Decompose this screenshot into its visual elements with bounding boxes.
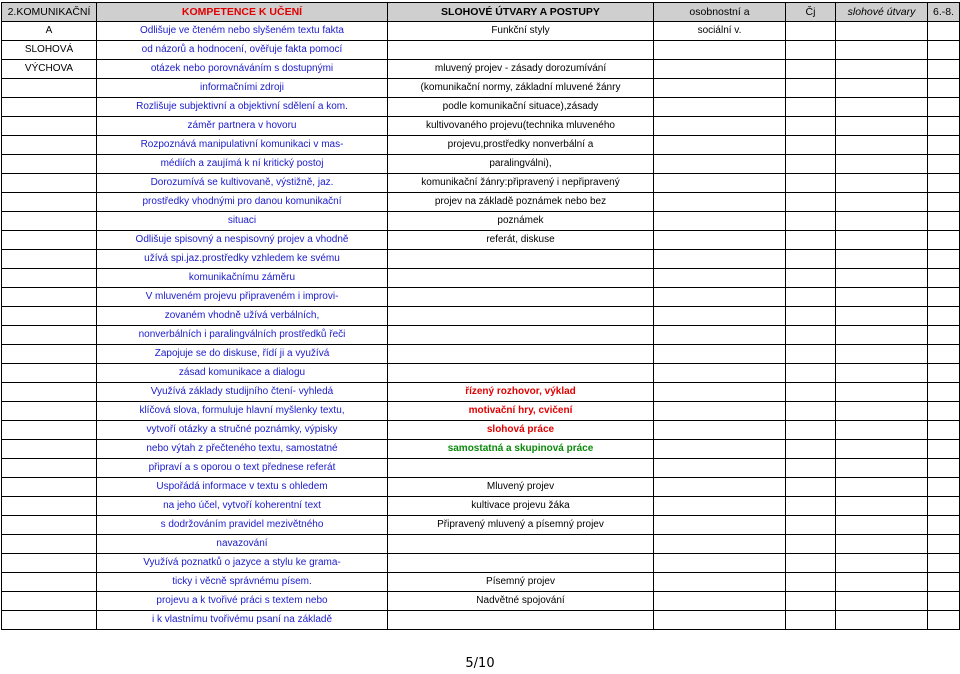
table-row xyxy=(2,364,960,383)
curriculum-table xyxy=(1,2,960,630)
empty-cell xyxy=(928,174,960,193)
empty-cell xyxy=(928,288,960,307)
section-cell: SLOHOVÁ xyxy=(2,41,97,60)
crosscut-cell xyxy=(654,345,786,364)
section-cell xyxy=(2,421,97,440)
empty-cell xyxy=(786,155,836,174)
content-cell: projev na základě poznámek nebo bez xyxy=(388,193,654,212)
content-cell xyxy=(388,41,654,60)
section-cell xyxy=(2,136,97,155)
empty-cell xyxy=(786,421,836,440)
table-row xyxy=(2,174,960,193)
empty-cell xyxy=(836,516,928,535)
header-subject: Čj xyxy=(786,3,836,22)
crosscut-cell xyxy=(654,212,786,231)
crosscut-cell xyxy=(654,288,786,307)
outcome-cell: Využívá základy studijního čtení- vyhledá xyxy=(97,383,388,402)
empty-cell xyxy=(928,212,960,231)
section-cell xyxy=(2,326,97,345)
empty-cell xyxy=(836,402,928,421)
empty-cell xyxy=(928,440,960,459)
empty-cell xyxy=(786,402,836,421)
empty-cell xyxy=(836,22,928,41)
empty-cell xyxy=(836,212,928,231)
empty-cell xyxy=(928,326,960,345)
outcome-cell: informačními zdroji xyxy=(97,79,388,98)
empty-cell xyxy=(928,117,960,136)
outcome-cell: nonverbálních i paralingválních prostředků řeči xyxy=(97,326,388,345)
empty-cell xyxy=(928,383,960,402)
outcome-cell: Odlišuje spisovný a nespisovný projev a vhodně xyxy=(97,231,388,250)
section-cell xyxy=(2,193,97,212)
outcome-cell: Rozlišuje subjektivní a objektivní sdělení a kom. xyxy=(97,98,388,117)
section-cell xyxy=(2,535,97,554)
table-row xyxy=(2,478,960,497)
empty-cell xyxy=(786,440,836,459)
table-row xyxy=(2,421,960,440)
empty-cell xyxy=(928,478,960,497)
empty-cell xyxy=(786,231,836,250)
empty-cell xyxy=(928,345,960,364)
table-row xyxy=(2,117,960,136)
table-row xyxy=(2,592,960,611)
section-cell xyxy=(2,269,97,288)
crosscut-cell xyxy=(654,516,786,535)
section-cell xyxy=(2,345,97,364)
table-row xyxy=(2,288,960,307)
crosscut-cell xyxy=(654,136,786,155)
section-cell xyxy=(2,79,97,98)
table-row xyxy=(2,41,960,60)
table-row xyxy=(2,459,960,478)
empty-cell xyxy=(786,459,836,478)
empty-cell xyxy=(928,364,960,383)
empty-cell xyxy=(836,611,928,630)
table-row xyxy=(2,155,960,174)
empty-cell xyxy=(836,478,928,497)
empty-cell xyxy=(786,136,836,155)
section-cell xyxy=(2,573,97,592)
empty-cell xyxy=(928,250,960,269)
empty-cell xyxy=(928,193,960,212)
empty-cell xyxy=(786,516,836,535)
empty-cell xyxy=(836,573,928,592)
section-cell: A xyxy=(2,22,97,41)
empty-cell xyxy=(928,155,960,174)
empty-cell xyxy=(786,269,836,288)
section-cell xyxy=(2,383,97,402)
empty-cell xyxy=(836,231,928,250)
table-row xyxy=(2,535,960,554)
content-cell xyxy=(388,554,654,573)
empty-cell xyxy=(836,440,928,459)
empty-cell xyxy=(836,326,928,345)
empty-cell xyxy=(786,573,836,592)
empty-cell xyxy=(836,535,928,554)
empty-cell xyxy=(786,288,836,307)
content-cell xyxy=(388,288,654,307)
empty-cell xyxy=(786,174,836,193)
section-cell xyxy=(2,98,97,117)
outcome-cell: Uspořádá informace v textu s ohledem xyxy=(97,478,388,497)
content-cell xyxy=(388,364,654,383)
empty-cell xyxy=(836,364,928,383)
content-cell xyxy=(388,535,654,554)
section-cell xyxy=(2,516,97,535)
outcome-cell: komunikačnímu záměru xyxy=(97,269,388,288)
empty-cell xyxy=(786,250,836,269)
crosscut-cell xyxy=(654,98,786,117)
table-row xyxy=(2,611,960,630)
empty-cell xyxy=(928,421,960,440)
empty-cell xyxy=(928,22,960,41)
section-cell xyxy=(2,250,97,269)
section-cell xyxy=(2,212,97,231)
crosscut-cell xyxy=(654,326,786,345)
empty-cell xyxy=(786,364,836,383)
empty-cell xyxy=(928,60,960,79)
table-row xyxy=(2,345,960,364)
outcome-cell: otázek nebo porovnáváním s dostupnými xyxy=(97,60,388,79)
empty-cell xyxy=(786,554,836,573)
content-cell: motivační hry, cvičení xyxy=(388,402,654,421)
section-cell xyxy=(2,440,97,459)
empty-cell xyxy=(836,497,928,516)
crosscut-cell xyxy=(654,41,786,60)
outcome-cell: nebo výtah z přečteného textu, samostatné xyxy=(97,440,388,459)
table-row xyxy=(2,440,960,459)
content-cell: (komunikační normy, základní mluvené žánry xyxy=(388,79,654,98)
empty-cell xyxy=(928,98,960,117)
content-cell: Funkční styly xyxy=(388,22,654,41)
empty-cell xyxy=(836,60,928,79)
crosscut-cell xyxy=(654,459,786,478)
crosscut-cell xyxy=(654,250,786,269)
empty-cell xyxy=(786,497,836,516)
section-cell xyxy=(2,174,97,193)
crosscut-cell xyxy=(654,155,786,174)
crosscut-cell xyxy=(654,421,786,440)
empty-cell xyxy=(836,288,928,307)
empty-cell xyxy=(928,554,960,573)
empty-cell xyxy=(786,326,836,345)
content-cell: projevu,prostředky nonverbální a xyxy=(388,136,654,155)
section-cell xyxy=(2,307,97,326)
empty-cell xyxy=(836,193,928,212)
empty-cell xyxy=(836,383,928,402)
content-cell: kultivovaného projevu(technika mluveného xyxy=(388,117,654,136)
outcome-cell: vytvoří otázky a stručné poznámky, výpisky xyxy=(97,421,388,440)
crosscut-cell xyxy=(654,611,786,630)
section-cell xyxy=(2,554,97,573)
outcome-cell: Využívá poznatků o jazyce a stylu ke grama- xyxy=(97,554,388,573)
crosscut-cell xyxy=(654,231,786,250)
outcome-cell: projevu a k tvořivé práci s textem nebo xyxy=(97,592,388,611)
empty-cell xyxy=(836,174,928,193)
outcome-cell: od názorů a hodnocení, ověřuje fakta pomocí xyxy=(97,41,388,60)
crosscut-cell xyxy=(654,174,786,193)
table-row xyxy=(2,250,960,269)
empty-cell xyxy=(786,307,836,326)
crosscut-cell xyxy=(654,117,786,136)
outcome-cell: navazování xyxy=(97,535,388,554)
empty-cell xyxy=(786,478,836,497)
empty-cell xyxy=(928,269,960,288)
empty-cell xyxy=(786,22,836,41)
crosscut-cell xyxy=(654,193,786,212)
empty-cell xyxy=(786,592,836,611)
header-topic: SLOHOVÉ ÚTVARY A POSTUPY xyxy=(388,3,654,22)
section-cell xyxy=(2,459,97,478)
empty-cell xyxy=(928,231,960,250)
outcome-cell: na jeho účel, vytvoří koherentní text xyxy=(97,497,388,516)
table-row xyxy=(2,79,960,98)
empty-cell xyxy=(928,41,960,60)
content-cell: paralingválni), xyxy=(388,155,654,174)
empty-cell xyxy=(786,193,836,212)
table-row xyxy=(2,22,960,41)
section-cell xyxy=(2,155,97,174)
content-cell: kultivace projevu žáka xyxy=(388,497,654,516)
header-grades: 6.-8. xyxy=(928,3,960,22)
empty-cell xyxy=(836,155,928,174)
outcome-cell: Rozpoznává manipulativní komunikaci v mas- xyxy=(97,136,388,155)
outcome-cell: V mluveném projevu připraveném i improvi- xyxy=(97,288,388,307)
content-cell: poznámek xyxy=(388,212,654,231)
empty-cell xyxy=(836,345,928,364)
content-cell: řízený rozhovor, výklad xyxy=(388,383,654,402)
empty-cell xyxy=(836,117,928,136)
outcome-cell: prostředky vhodnými pro danou komunikační xyxy=(97,193,388,212)
crosscut-cell: sociální v. xyxy=(654,22,786,41)
empty-cell xyxy=(928,535,960,554)
empty-cell xyxy=(928,516,960,535)
table-row xyxy=(2,136,960,155)
table-row xyxy=(2,307,960,326)
outcome-cell: ticky i věcně správnému písem. xyxy=(97,573,388,592)
outcome-cell: s dodržováním pravidel mezivětného xyxy=(97,516,388,535)
empty-cell xyxy=(786,345,836,364)
outcome-cell: Odlišuje ve čteném nebo slyšeném textu fakta xyxy=(97,22,388,41)
content-cell: podle komunikační situace),zásady xyxy=(388,98,654,117)
table-row xyxy=(2,554,960,573)
header-grade: 2.KOMUNIKAČNÍ xyxy=(2,3,97,22)
empty-cell xyxy=(928,573,960,592)
outcome-cell: Zapojuje se do diskuse, řídí ji a využívá xyxy=(97,345,388,364)
empty-cell xyxy=(786,611,836,630)
empty-cell xyxy=(786,41,836,60)
empty-cell xyxy=(928,459,960,478)
empty-cell xyxy=(836,592,928,611)
section-cell xyxy=(2,231,97,250)
table-row xyxy=(2,269,960,288)
table-row xyxy=(2,326,960,345)
crosscut-cell xyxy=(654,440,786,459)
empty-cell xyxy=(928,79,960,98)
crosscut-cell xyxy=(654,79,786,98)
table-row xyxy=(2,516,960,535)
empty-cell xyxy=(836,250,928,269)
content-cell: slohová práce xyxy=(388,421,654,440)
outcome-cell: zovaném vhodně užívá verbálních, xyxy=(97,307,388,326)
empty-cell xyxy=(786,98,836,117)
section-cell xyxy=(2,364,97,383)
table-row xyxy=(2,497,960,516)
crosscut-cell xyxy=(654,554,786,573)
empty-cell xyxy=(786,535,836,554)
empty-cell xyxy=(786,60,836,79)
table-row xyxy=(2,212,960,231)
content-cell: Mluvený projev xyxy=(388,478,654,497)
empty-cell xyxy=(836,554,928,573)
crosscut-cell xyxy=(654,573,786,592)
outcome-cell: i k vlastnímu tvořivému psaní na základě xyxy=(97,611,388,630)
crosscut-cell xyxy=(654,478,786,497)
outcome-cell: připraví a s oporou o text přednese referát xyxy=(97,459,388,478)
outcome-cell: médiích a zaujímá k ní kritický postoj xyxy=(97,155,388,174)
section-cell xyxy=(2,592,97,611)
empty-cell xyxy=(786,79,836,98)
empty-cell xyxy=(836,79,928,98)
section-cell xyxy=(2,402,97,421)
crosscut-cell xyxy=(654,402,786,421)
crosscut-cell xyxy=(654,383,786,402)
table-row xyxy=(2,98,960,117)
page-number: 5/10 xyxy=(465,656,495,671)
crosscut-cell xyxy=(654,364,786,383)
empty-cell xyxy=(836,98,928,117)
outcome-cell: zásad komunikace a dialogu xyxy=(97,364,388,383)
content-cell: Nadvětné spojování xyxy=(388,592,654,611)
empty-cell xyxy=(786,212,836,231)
empty-cell xyxy=(928,136,960,155)
outcome-cell: užívá spi.jaz.prostředky vzhledem ke svému xyxy=(97,250,388,269)
content-cell: referát, diskuse xyxy=(388,231,654,250)
crosscut-cell xyxy=(654,592,786,611)
outcome-cell: Dorozumívá se kultivovaně, výstižně, jaz. xyxy=(97,174,388,193)
content-cell xyxy=(388,250,654,269)
content-cell: komunikační žánry:připravený i nepřipravený xyxy=(388,174,654,193)
empty-cell xyxy=(836,269,928,288)
content-cell: samostatná a skupinová práce xyxy=(388,440,654,459)
content-cell xyxy=(388,269,654,288)
content-cell xyxy=(388,611,654,630)
outcome-cell: záměr partnera v hovoru xyxy=(97,117,388,136)
empty-cell xyxy=(928,497,960,516)
header-competence: KOMPETENCE K UČENÍ xyxy=(97,3,388,22)
table-row xyxy=(2,383,960,402)
content-cell: Připravený mluvený a písemný projev xyxy=(388,516,654,535)
empty-cell xyxy=(786,383,836,402)
empty-cell xyxy=(836,307,928,326)
empty-cell xyxy=(836,136,928,155)
table-row xyxy=(2,193,960,212)
empty-cell xyxy=(786,117,836,136)
content-cell xyxy=(388,345,654,364)
section-cell xyxy=(2,478,97,497)
outcome-cell: situaci xyxy=(97,212,388,231)
empty-cell xyxy=(928,592,960,611)
section-cell xyxy=(2,611,97,630)
empty-cell xyxy=(836,459,928,478)
table-row xyxy=(2,573,960,592)
content-cell xyxy=(388,307,654,326)
crosscut-cell xyxy=(654,269,786,288)
empty-cell xyxy=(836,421,928,440)
section-cell xyxy=(2,288,97,307)
table-row xyxy=(2,231,960,250)
table-row xyxy=(2,402,960,421)
header-row xyxy=(2,3,960,22)
content-cell xyxy=(388,326,654,345)
table-body xyxy=(2,22,960,630)
header-col4: osobnostní a xyxy=(654,3,786,22)
crosscut-cell xyxy=(654,60,786,79)
crosscut-cell xyxy=(654,497,786,516)
table-row xyxy=(2,60,960,79)
section-cell xyxy=(2,497,97,516)
content-cell xyxy=(388,459,654,478)
outcome-cell: klíčová slova, formuluje hlavní myšlenky textu, xyxy=(97,402,388,421)
crosscut-cell xyxy=(654,307,786,326)
section-cell: VÝCHOVA xyxy=(2,60,97,79)
crosscut-cell xyxy=(654,535,786,554)
empty-cell xyxy=(836,41,928,60)
header-subject-area: slohové útvary xyxy=(836,3,928,22)
empty-cell xyxy=(928,611,960,630)
empty-cell xyxy=(928,307,960,326)
content-cell: Písemný projev xyxy=(388,573,654,592)
empty-cell xyxy=(928,402,960,421)
section-cell xyxy=(2,117,97,136)
content-cell: mluvený projev - zásady dorozumívání xyxy=(388,60,654,79)
